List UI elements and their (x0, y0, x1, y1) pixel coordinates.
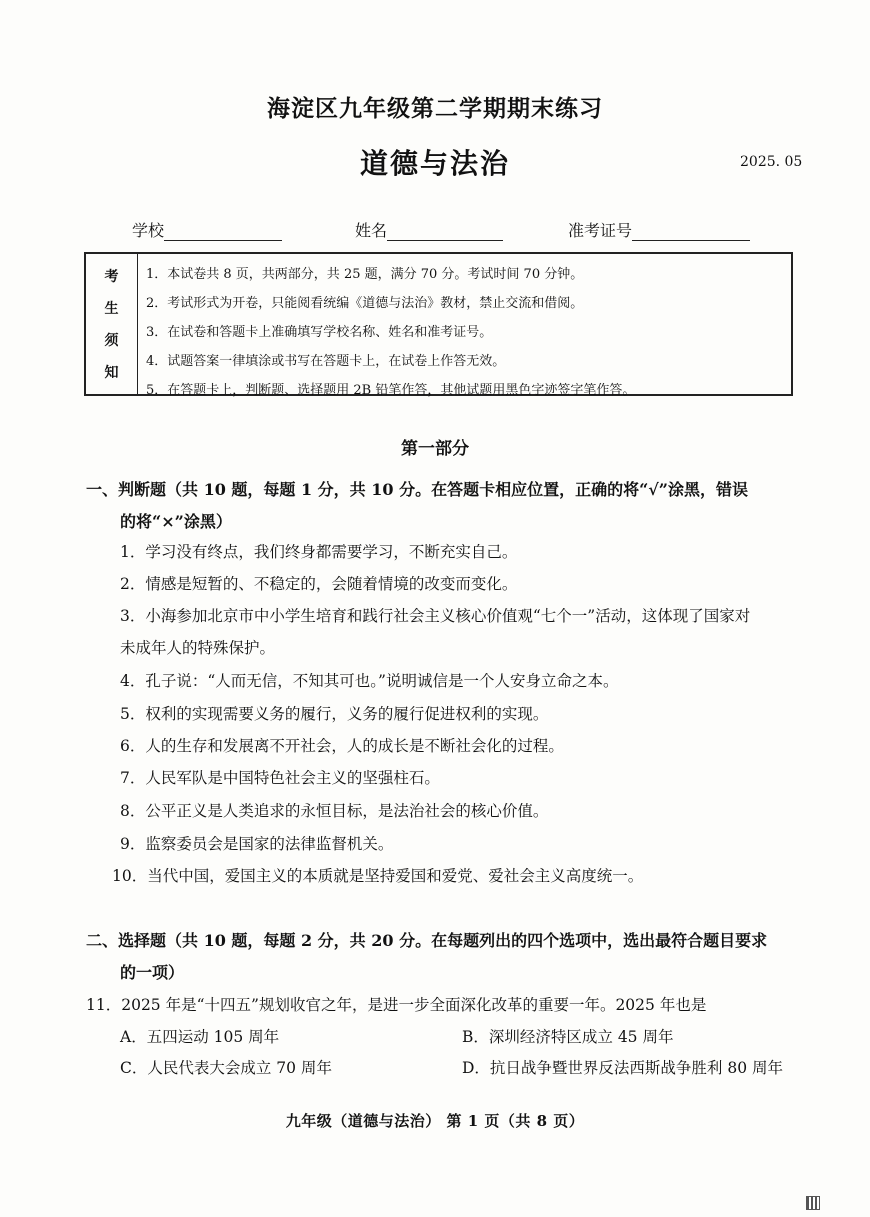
question-11-option-d: D．抗日战争暨世界反法西斯战争胜利 80 周年 (462, 1059, 784, 1077)
question-11-option-c: C．人民代表大会成立 70 周年 (120, 1059, 332, 1077)
question-11-option-a: A．五四运动 105 周年 (120, 1028, 280, 1046)
notice-item: 3．在试卷和答题卡上准确填写学校名称、姓名和准考证号。 (146, 325, 493, 340)
question-5: 5．权利的实现需要义务的履行，义务的履行促进权利的实现。 (120, 705, 549, 723)
part-one-title: 第一部分 (401, 439, 469, 459)
exam-date: 2025. 05 (740, 154, 803, 170)
notice-list (146, 260, 785, 405)
question-3-cont: 未成年人的特殊保护。 (120, 639, 276, 657)
notice-heading (86, 254, 138, 394)
name-label: 姓名 (355, 221, 388, 240)
judgment-section-heading-cont: 的将“×”涂黑） (120, 512, 232, 531)
question-4: 4．孔子说：“人而无信，不知其可也。”说明诚信是一个人安身立命之本。 (120, 672, 619, 690)
judgment-section-heading: 一、判断题（共 10 题，每题 1 分，共 10 分。在答题卡相应位置，正确的将“√”涂黑，错误 (86, 480, 749, 499)
exam-title: 海淀区九年级第二学期期末练习 (267, 95, 603, 122)
name-field (355, 218, 503, 241)
question-7: 7．人民军队是中国特色社会主义的坚强柱石。 (120, 769, 440, 787)
question-9: 9．监察委员会是国家的法律监督机关。 (120, 835, 394, 853)
name-blank (387, 222, 503, 241)
question-8: 8．公平正义是人类追求的永恒目标，是法治社会的核心价值。 (120, 802, 549, 820)
candidate-notice-box (84, 252, 793, 396)
qr-code-icon (806, 1196, 820, 1210)
choice-section-heading: 二、选择题（共 10 题，每题 2 分，共 20 分。在每题列出的四个选项中，选出最符合题目要求 (86, 931, 768, 950)
notice-item: 2．考试形式为开卷，只能阅看统编《道德与法治》教材，禁止交流和借阅。 (146, 296, 584, 311)
school-field (132, 218, 282, 241)
notice-heading-char: 须 (104, 333, 119, 349)
school-blank (164, 222, 282, 241)
question-11-option-b: B．深圳经济特区成立 45 周年 (462, 1028, 674, 1046)
school-label: 学校 (132, 221, 165, 240)
page-footer: 九年级（道德与法治） 第 1 页（共 8 页） (285, 1112, 585, 1130)
exam-number-field (568, 218, 750, 241)
question-11: 11．2025 年是“十四五”规划收官之年，是进一步全面深化改革的重要一年。2025 年也是 (86, 996, 707, 1014)
question-2: 2．情感是短暂的、不稳定的，会随着情境的改变而变化。 (120, 575, 518, 593)
notice-item: 1．本试卷共 8 页，共两部分，共 25 题，满分 70 分。考试时间 70 分钟。 (146, 267, 584, 282)
notice-heading-char: 生 (104, 301, 119, 317)
question-10: 10．当代中国，爱国主义的本质就是坚持爱国和爱党、爱社会主义高度统一。 (112, 867, 644, 885)
notice-heading-char: 考 (104, 269, 119, 285)
question-1: 1．学习没有终点，我们终身都需要学习，不断充实自己。 (120, 543, 518, 561)
subject-title: 道德与法治 (359, 147, 510, 180)
exam-number-blank (632, 222, 750, 241)
notice-item: 5．在答题卡上，判断题、选择题用 2B 铅笔作答，其他试题用黑色字迹签字笔作答。 (146, 383, 636, 398)
notice-item: 4．试题答案一律填涂或书写在答题卡上，在试卷上作答无效。 (146, 354, 506, 369)
question-6: 6．人的生存和发展离不开社会，人的成长是不断社会化的过程。 (120, 737, 564, 755)
exam-number-label: 准考证号 (568, 221, 633, 240)
notice-heading-char: 知 (104, 365, 119, 381)
choice-section-heading-cont: 的一项） (120, 963, 185, 982)
question-3: 3．小海参加北京市中小学生培育和践行社会主义核心价值观“七个一”活动，这体现了国家对 (120, 607, 751, 625)
